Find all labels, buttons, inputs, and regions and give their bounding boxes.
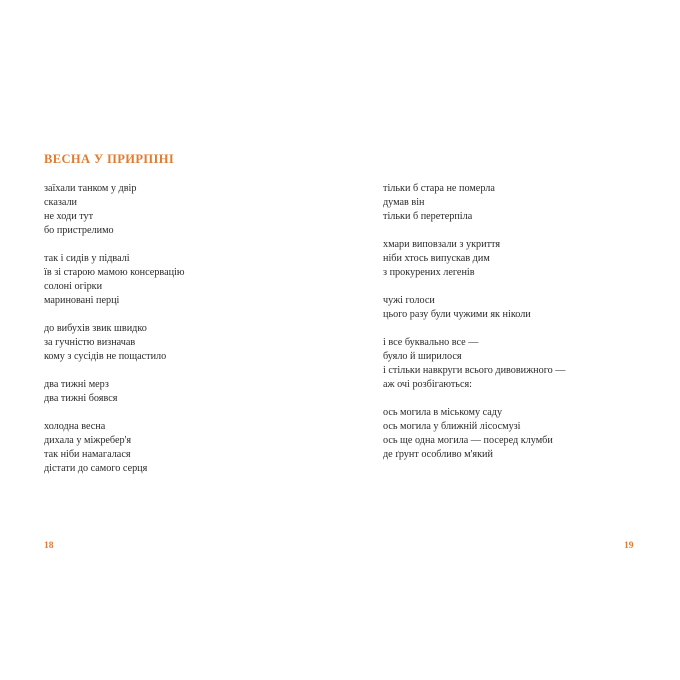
stanza — [383, 336, 623, 392]
poem-line: два тижні боявся — [44, 393, 118, 404]
poem-line: чужі голоси — [383, 295, 435, 306]
poem-line: мариновані перці — [44, 295, 120, 306]
left-page-text — [44, 182, 284, 490]
stanza — [44, 420, 284, 476]
poem-line: заїхали танком у двір — [44, 183, 137, 194]
stanza — [383, 406, 623, 462]
stanza — [44, 378, 284, 406]
right-page-text — [383, 182, 623, 476]
poem-line: з прокурених легенів — [383, 267, 475, 278]
poem-line: тільки б стара не померла — [383, 183, 495, 194]
poem-line: холодна весна — [44, 421, 106, 432]
poem-title: ВЕСНА У ПРИРПІНІ — [44, 152, 175, 166]
poem-line: два тижні мерз — [44, 379, 109, 390]
poem-line: до вибухів звик швидко — [44, 323, 147, 334]
poem-line: і стільки навкруги всього дивовижного — — [383, 365, 566, 376]
poem-line: цього разу були чужими як ніколи — [383, 309, 531, 320]
poem-line: хмари виповзали з укриття — [383, 239, 501, 250]
poem-line: так і сидів у підвалі — [44, 253, 130, 264]
page-number-left: 18 — [44, 541, 54, 551]
poem-line: ніби хтось випускав дим — [383, 253, 490, 264]
poem-line: за гучністю визначав — [44, 337, 136, 348]
poem-line: дістати до самого серця — [44, 463, 148, 474]
poem-line: не ходи тут — [44, 211, 94, 222]
stanza — [44, 252, 284, 308]
poem-line: аж очі розбігаються: — [383, 379, 472, 390]
poem-line: ось могила у ближній лісосмузі — [383, 421, 521, 432]
stanza — [383, 294, 623, 322]
poem-line: тільки б перетерпіла — [383, 211, 473, 222]
poem-line: їв зі старою мамою консервацію — [44, 267, 185, 278]
page-number-right: 19 — [624, 541, 634, 551]
stanza — [383, 238, 623, 280]
stanza — [383, 182, 623, 224]
poem-line: дихала у міжребер'я — [44, 435, 132, 446]
poem-line: ось ще одна могила — посеред клумби — [383, 435, 553, 446]
stanza — [44, 322, 284, 364]
poem-line: думав він — [383, 197, 425, 208]
poem-line: так ніби намагалася — [44, 449, 131, 460]
poem-line: солоні огірки — [44, 281, 103, 292]
poem-line: сказали — [44, 197, 78, 208]
poem-line: ось могила в міському саду — [383, 407, 503, 418]
stanza — [44, 182, 284, 238]
poem-line: кому з сусідів не пощастило — [44, 351, 167, 362]
poem-line: бо пристрелимо — [44, 225, 114, 236]
poem-line: буяло й ширилося — [383, 351, 462, 362]
poem-line: де ґрунт особливо м'який — [383, 449, 493, 460]
poem-line: і все буквально все — — [383, 337, 479, 348]
